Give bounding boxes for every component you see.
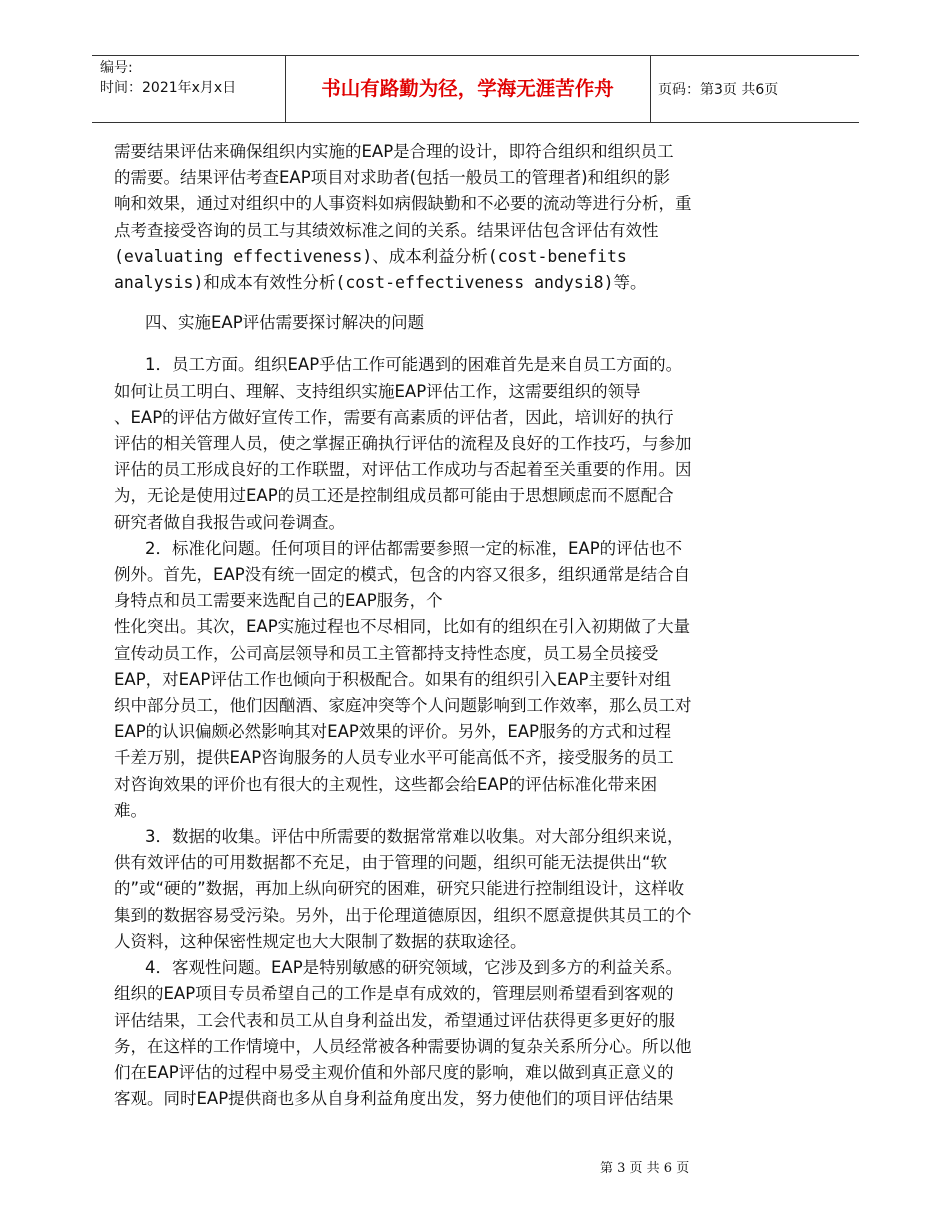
body-line: EAP，对EAP评估工作也倾向于积极配合。如果有的组织引入EAP主要针对组 — [114, 669, 671, 689]
time-label: 时间：2021年x月x日 — [100, 80, 237, 96]
body-line: 集到的数据容易受污染。另外，出于伦理道德原因，组织不愿意提供其员工的个 — [114, 905, 692, 925]
body-line: 研究者做自我报告或问卷调查。 — [114, 512, 345, 532]
body-line: 例外。首先，EAP没有统一固定的模式，包含的内容又很多，组织通常是结合自 — [114, 565, 691, 585]
body-line: 宣传动员工作，公司高层领导和员工主管都持支持性态度，员工易全员接受 — [114, 643, 659, 663]
body-line: 难。 — [114, 800, 147, 820]
body-line: analysis)和成本有效性分析(cost-effectiveness andysi8)等。 — [114, 273, 647, 293]
body-line: 务，在这样的工作情境中，人员经常被各种需要协调的复杂关系所分心。所以他 — [114, 1036, 692, 1056]
body-line: 供有效评估的可用数据都不充足，由于管理的问题，组织可能无法提供出“软 — [114, 853, 668, 873]
header-motto: 书山有路勤为径，学海无涯苦作舟 — [321, 77, 614, 100]
body-line: 响和效果，通过对组织中的人事资料如病假缺勤和不必要的流动等进行分析，重 — [114, 194, 692, 214]
body-line: 千差万别，提供EAP咨询服务的人员专业水平可能高低不齐，接受服务的员工 — [114, 748, 674, 768]
body-line: 性化突出。其次，EAP实施过程也不尽相同，比如有的组织在引入初期做了大量 — [114, 617, 691, 637]
body-line: 客观。同时EAP提供商也多从自身利益角度出发，努力使他们的项目评估结果 — [114, 1089, 674, 1109]
body-line: EAP的认识偏颇必然影响其对EAP效果的评价。另外，EAP服务的方式和过程 — [114, 722, 671, 742]
body-line: 的需要。结果评估考查EAP项目对求助者(包括一般员工的管理者)和组织的影 — [114, 168, 671, 188]
document-body — [114, 139, 774, 1112]
body-line: 织中部分员工，他们因酗酒、家庭冲突等个人问题影响到工作效率，那么员工对 — [114, 696, 692, 716]
header-divider — [650, 56, 651, 122]
body-line: 为，无论是使用过EAP的员工还是控制组成员都可能由于思想顾虑而不愿配合 — [114, 486, 674, 506]
body-line: 4．客观性问题。EAP是特别敏感的研究领域，它涉及到多方的利益关系。 — [145, 958, 683, 978]
body-line: 需要结果评估来确保组织内实施的EAP是合理的设计，即符合组织和组织员工 — [114, 142, 674, 161]
number-label: 编号: — [100, 60, 133, 76]
body-line: 点考查接受咨询的员工与其绩效标准之间的关系。结果评估包含评估有效性 — [114, 220, 659, 240]
body-line: 评估结果，工会代表和员工从自身利益出发，希望通过评估获得更多更好的服 — [114, 1010, 675, 1030]
body-line: 评估的相关管理人员，使之掌握正确执行评估的流程及良好的工作技巧，与参加 — [114, 434, 692, 454]
body-line: 们在EAP评估的过程中易受主观价值和外部尺度的影响，难以做到真正意义的 — [114, 1062, 674, 1082]
header-page-label: 页码：第3页 共6页 — [658, 82, 779, 98]
body-line: 、EAP的评估方做好宣传工作，需要有高素质的评估者，因此，培训好的执行 — [114, 407, 674, 427]
body-line: 对咨询效果的评价也有很大的主观性，这些都会给EAP的评估标准化带来困 — [114, 774, 658, 794]
header-meta — [100, 58, 236, 98]
body-line: 如何让员工明白、理解、支持组织实施EAP评估工作，这需要组织的领导 — [114, 381, 641, 401]
body-line: 组织的EAP项目专员希望自己的工作是卓有成效的，管理层则希望看到客观的 — [114, 984, 674, 1004]
page-footer: 第 3 页 共 6 页 — [600, 1161, 690, 1176]
body-line: 的”或“硬的”数据，再加上纵向研究的困难，研究只能进行控制组设计，这样收 — [114, 879, 685, 899]
body-line: 3．数据的收集。评估中所需要的数据常常难以收集。对大部分组织来说， — [145, 827, 684, 847]
body-line: 人资料，这种保密性规定也大大限制了数据的获取途径。 — [114, 931, 527, 951]
body-line: 1．员工方面。组织EAP乎估工作可能遇到的困难首先是来自员工方面的。 — [145, 355, 683, 375]
section-heading: 四、实施EAP评估需要探讨解决的问题 — [145, 313, 425, 333]
body-line: 2．标准化问题。任何项目的评估都需要参照一定的标准，EAP的评估也不 — [145, 538, 683, 558]
page-header — [92, 55, 859, 123]
body-line: 评估的员工形成良好的工作联盟，对评估工作成功与否起着至关重要的作用。因 — [114, 460, 692, 480]
body-line: 身特点和员工需要来选配自己的EAP服务，个 — [114, 591, 443, 611]
body-line: (evaluating effectiveness)、成本利益分析(cost-benefits — [114, 246, 627, 266]
